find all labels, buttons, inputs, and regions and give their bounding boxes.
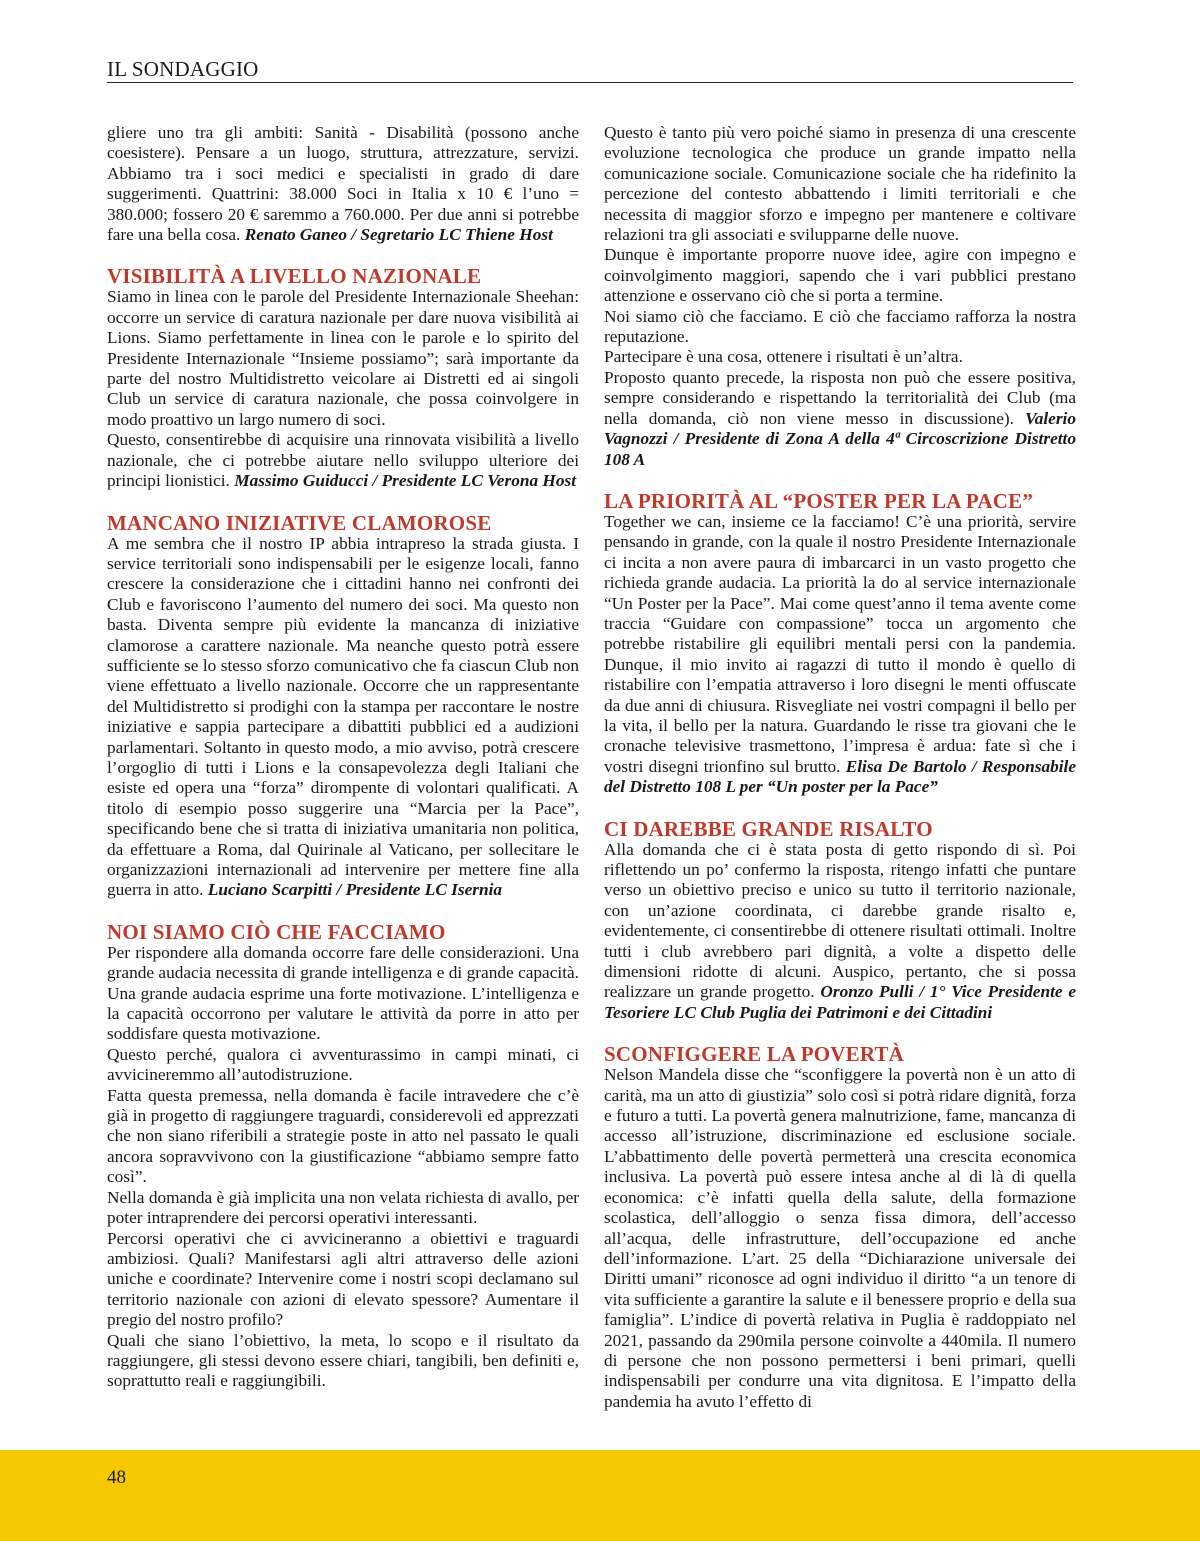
left-column xyxy=(107,123,579,1392)
mancano-p1-text: A me sembra che il nostro IP abbia intrapreso la strada giusta. I service territoriali sono indispensabili per le esigenze locali, fanno crescere la considerazione che i cittadini hanno nei confronti dei Club e favoriscono l’aumento del numero dei soci. Ma questo non basta. Diventa sempre più evidente la mancanza di iniziative clamorose a carattere nazionale. Ma neanche questo potrà essere sufficiente se lo stesso sforzo comunicativo che fa ciascun Club non viene effettuato a livello nazionale. Occorre che un rappresentante del Multidistretto si prodighi con la stampa per raccontare le nostre iniziative e sappia partecipare a dibattiti pubblici ed a audizioni parlamentari. Soltanto in questo modo, a mio avviso, potrà crescere l’orgoglio di tutti i Lions e la consapevolezza degli Italiani che esiste ed opera una “forza” dirompente di volontari qualificati. A titolo di esempio posso suggerire una “Marcia per la Pace”, specificando bene che si tratta di iniziativa umanitaria non politica, da effettuare a Roma, dal Quirinale al Vaticano, per sollecitare le organizzazioni internazionali ad intervenire per mettere fine alla guerra in atto. xyxy=(107,533,579,900)
heading-poster: LA PRIORITÀ AL “POSTER PER LA PACE” xyxy=(604,488,1034,513)
signature-pulli: Oronzo Pulli / 1° Vice Presidente e Tesoriere LC Club Puglia dei Patrimoni e dei Cittadini xyxy=(604,982,1076,1022)
heading-poverta: SCONFIGGERE LA POVERTÀ xyxy=(604,1042,905,1067)
cont-p1: Questo è tanto più vero poiché siamo in presenza di una crescente evoluzione tecnologica che produce un grande impatto nella comunicazione sociale. Comunicazione sociale che ha ridefinito la percezione del contesto abbattendo i limiti territoriali e che necessita di maggior sforzo e impegno per mantenere e coltivare relazioni tra gli associati e svilupparne delle nuove. xyxy=(604,123,1076,245)
mancano-p1 xyxy=(107,534,579,901)
noi-p5: Percorsi operativi che ci avvicineranno a obiettivi e traguardi ambiziosi. Quali? Manifestarsi agli altri attraverso delle azioni uniche e coordinate? Intervenire come i nostri scopi declamano sul territorio nazionale con azioni di elevato spessore? Aumentare il pregio del nostro profilo? xyxy=(107,1228,579,1330)
risalto-p1 xyxy=(604,840,1076,1024)
cont-p3: Noi siamo ciò che facciamo. E ciò che facciamo rafforza la nostra reputazione. xyxy=(604,306,1076,347)
visibilita-p2-text: Questo, consentirebbe di acquisire una rinnovata visibilità a livello nazionale, che ci potrebbe aiutare nello sviluppo ulteriore dei principi lionistici. xyxy=(107,430,579,491)
visibilita-p2 xyxy=(107,430,579,491)
poster-p1-text: Together we can, insieme ce la facciamo! C’è una priorità, servire pensando in grande, con la quale il nostro Presidente Internazionale ci incita a non avere paura di imbarcarci in un vasto progetto che richieda grande audacia. La priorità la do al service internazionale “Un Poster per la Pace”. Mai come quest’anno il tema avente come traccia “Guidare con compassione” tocca un argomento che potrebbe ristabilire gli equilibri mentali persi con la pandemia. Dunque, il mio invito ai ragazzi di tutto il mondo è quello di ristabilire con l’empatia attraverso i loro disegni le menti offuscate da due anni di chiusura. Risvegliate nei vostri compagni il bello per la vita, il bello per la natura. Guardando le risse tra giovani che le cronache televisive trasmettono, l’impresa è ardua: fate sì che i vostri disegni trionfino sul brutto. xyxy=(604,511,1076,776)
signature-debartolo: Elisa De Bartolo / Responsabile del Distretto 108 L per “Un poster per la Pace” xyxy=(604,756,1076,797)
noi-p4: Nella domanda è già implicita una non velata richiesta di avallo, per poter intraprendere dei percorsi operativi interessanti. xyxy=(107,1187,579,1228)
signature-guiducci: Massimo Guiducci / Presidente LC Verona Host xyxy=(234,471,577,491)
cont-p5-text: Proposto quanto precede, la risposta non può che essere positiva, sempre considerando e rispettando la territorialità dei Club (ma nella domanda, ciò non viene messo in discussione). xyxy=(604,367,1076,428)
cont-p2: Dunque è importante proporre nuove idee, agire con impegno e coinvolgimento maggiori, sapendo che i vari pubblici prestano attenzione e osservano ciò che si porta a termine. xyxy=(604,245,1076,306)
intro-text: gliere uno tra gli ambiti: Sanità - Disabilità (possono anche coesistere). Pensare a un luogo, struttura, attrezzature, servizi. Abbiamo tra i soci medici e specialisti in grado di dare suggerimenti. Quattrini: 38.000 Soci in Italia x 10 € l’uno = 380.000; fossero 20 € saremmo a 760.000. Per due anni si potrebbe fare una bella cosa. xyxy=(107,123,579,245)
page-number: 48 xyxy=(107,1467,126,1488)
footer-band xyxy=(0,1450,1200,1541)
noi-p6: Quali che siano l’obiettivo, la meta, lo scopo e il risultato da raggiungere, gli stessi devono essere chiari, tangibili, ben definiti e, soprattutto reali e raggiungibili. xyxy=(107,1330,579,1391)
heading-noi: NOI SIAMO CIÒ CHE FACCIAMO xyxy=(107,919,446,944)
noi-p2: Questo perché, qualora ci avventurassimo in campi minati, ci avvicineremmo all’autodistruzione. xyxy=(107,1044,579,1085)
right-column xyxy=(604,123,1076,1412)
poster-p1 xyxy=(604,512,1076,798)
heading-risalto: CI DAREBBE GRANDE RISALTO xyxy=(604,816,933,841)
cont-p5 xyxy=(604,368,1076,470)
visibilita-p1: Siamo in linea con le parole del Presidente Internazionale Sheehan: occorre un service di caratura nazionale per dare nuova visibilità ai Lions. Siamo perfettamente in linea con le parole e lo spirito del Presidente Internazionale “Insieme possiamo”; sarà importante da parte del nostro Multidistretto veicolare ai Distretti ed ai singoli Club un service di caratura nazionale, che possa coinvolgere in modo proattivo un largo numero di soci. xyxy=(107,287,579,429)
section-header: IL SONDAGGIO xyxy=(107,57,259,81)
poverta-p1: Nelson Mandela disse che “sconfiggere la povertà non è un atto di carità, ma un atto di giustizia” solo così si potrà ridare dignità, forza e futuro a tutti. La povertà genera malnutrizione, fame, mancanza di accesso all’istruzione, discriminazione ed esclusione sociale. L’abbattimento delle povertà permetterà una crescita economica inclusiva. La povertà può essere intesa anche al di là di quella economica: c’è infatti quella della salute, della formazione scolastica, dell’alloggio o senza fissa dimora, dell’accesso all’acqua, delle infrastrutture, dell’occupazione ed anche dell’informazione. L’art. 25 della “Dichiarazione universale dei Diritti umani” riconosce ad ogni individuo il diritto “a un tenore di vita sufficiente a garantire la salute e il benessere proprio e della sua famiglia”. L’indice di povertà relativa in Puglia è raddoppiato nel 2021, passando da 290mila persone coinvolte a 440mila. Il numero di persone che non possono permettersi i beni primari, quelli indispensabili per condurre una vita dignitosa. E l’impatto della pandemia ha avuto l’effetto di xyxy=(604,1065,1076,1411)
header-rule xyxy=(107,82,1073,83)
signature-vagnozzi: Valerio Vagnozzi / Presidente di Zona A della 4ª Circoscrizione Distretto 108 A xyxy=(604,408,1076,469)
heading-mancano: MANCANO INIZIATIVE CLAMOROSE xyxy=(107,510,492,535)
noi-p3: Fatta questa premessa, nella domanda è facile intravedere che c’è già in progetto di raggiungere traguardi, considerevoli ed apprezzati che non siano riferibili a strategie poste in atto nel passato le quali ancora sopravvivono con la giustificazione “abbiamo sempre fatto così”. xyxy=(107,1085,579,1187)
risalto-p1-text: Alla domanda che ci è stata posta di getto rispondo di sì. Poi riflettendo un po’ confermo la risposta, ritengo infatti che puntare verso un obiettivo preciso e unico su tutto il territorio nazionale, con un’azione coordinata, ci darebbe grande risalto e, evidentemente, ci consentirebbe di ottenere risultati ottimali. Inoltre tutti i club avrebbero pari dignità, a volte a dispetto delle dimensioni ridotte di alcuni. Auspico, pertanto, che si possa realizzare un grande progetto. xyxy=(604,839,1076,1002)
cont-p4: Partecipare è una cosa, ottenere i risultati è un’altra. xyxy=(604,347,963,367)
heading-visibilita: VISIBILITÀ A LIVELLO NAZIONALE xyxy=(107,264,482,289)
signature-scarpitti: Luciano Scarpitti / Presidente LC Isernia xyxy=(207,880,503,900)
intro-paragraph xyxy=(107,123,579,245)
noi-p1: Per rispondere alla domanda occorre fare delle considerazioni. Una grande audacia necessita di grande intelligenza e di grande capacità. Una grande audacia esprime una forte motivazione. L’intelligenza e la capacità occorrono per valutare le attività da porre in atto per soddisfare questa motivazione. xyxy=(107,942,579,1044)
signature-ganeo: Renato Ganeo / Segretario LC Thiene Host xyxy=(244,225,553,245)
